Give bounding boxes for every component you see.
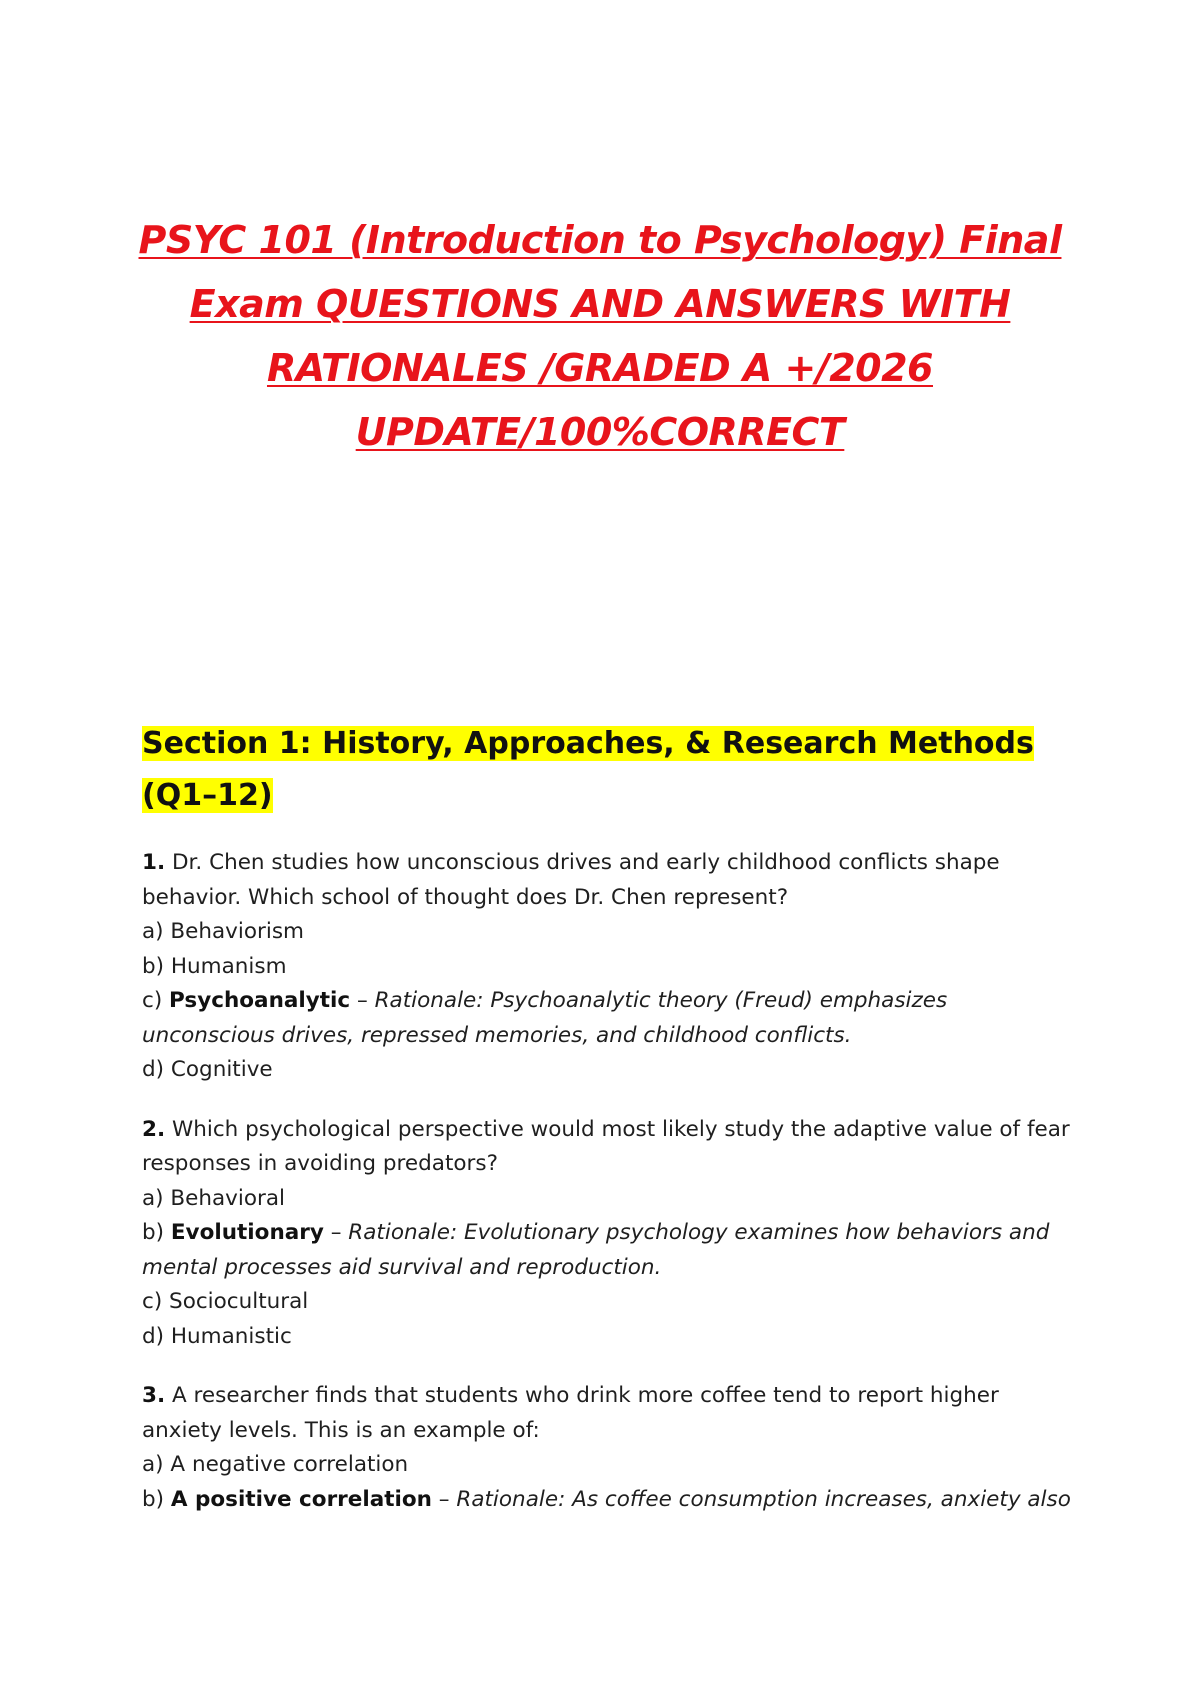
document-title [120, 208, 1080, 464]
rationale-text: Rationale: Evolutionary psychology examines how behaviors and mental processes aid survival and reproduction. [142, 1220, 1050, 1280]
option-d [142, 1053, 1072, 1088]
option-answer: Sociocultural [169, 1289, 309, 1314]
rationale-text: Rationale: Psychoanalytic theory (Freud) emphasizes unconscious drives, repressed memories, and childhood conflicts. [142, 988, 948, 1048]
option-answer: Behavioral [170, 1185, 286, 1211]
option-answer: Humanism [170, 953, 287, 979]
question-stem [142, 1379, 1072, 1448]
question-list [142, 846, 1072, 1542]
question-text: Dr. Chen studies how unconscious drives and early childhood conflicts shape behavior. Which school of thought does Dr. Chen represent? [142, 850, 1000, 910]
option-letter: d) [142, 1057, 171, 1082]
option-c-correct [142, 984, 1072, 1053]
option-a [142, 1182, 1072, 1217]
option-letter: b) [142, 1220, 171, 1245]
correct-answer: Evolutionary [170, 1220, 324, 1245]
option-a [142, 1448, 1072, 1483]
rationale-separator: – [350, 988, 375, 1013]
option-b-correct [142, 1216, 1072, 1285]
option-b [142, 950, 1072, 985]
option-letter: b) [142, 1486, 171, 1512]
section-heading [142, 718, 1042, 822]
question-2 [142, 1113, 1072, 1355]
rationale-separator: – [323, 1220, 349, 1245]
question-3 [142, 1379, 1072, 1517]
option-a [142, 915, 1072, 950]
correct-answer: Psychoanalytic [169, 988, 351, 1013]
option-letter: a) [142, 1452, 171, 1477]
option-letter: c) [142, 988, 170, 1013]
question-text: Which psychological perspective would most likely study the adaptive value of fear responses in avoiding predators? [142, 1116, 1070, 1176]
question-stem [142, 846, 1072, 915]
option-letter: c) [142, 1289, 170, 1314]
rationale-text: Rationale: As coffee consumption increases, anxiety also [456, 1486, 1071, 1512]
correct-answer: A positive correlation [170, 1486, 432, 1512]
title-line-1: PSYC 101 (Introduction to Psychology) Final [138, 218, 1062, 262]
option-answer: Behaviorism [170, 919, 304, 944]
option-d [142, 1320, 1072, 1355]
option-c [142, 1285, 1072, 1320]
option-letter: a) [142, 1185, 171, 1211]
option-answer: A negative correlation [170, 1452, 409, 1477]
option-letter: b) [142, 953, 171, 979]
title-line-2: Exam QUESTIONS AND ANSWERS WITH [189, 282, 1011, 326]
question-text: A researcher finds that students who drink more coffee tend to report higher anxiety levels. This is an example of: [142, 1383, 999, 1443]
section-heading-text: Section 1: History, Approaches, & Research Methods (Q1–12) [142, 726, 1034, 813]
title-line-3: RATIONALES /GRADED A +/2026 [266, 346, 933, 390]
option-letter: d) [142, 1323, 171, 1349]
option-letter: a) [142, 919, 171, 944]
rationale-separator: – [431, 1486, 457, 1512]
title-line-4: UPDATE/100%CORRECT [355, 410, 845, 454]
option-answer: Humanistic [170, 1323, 292, 1349]
question-stem [142, 1113, 1072, 1182]
question-1 [142, 846, 1072, 1088]
option-b-correct [142, 1483, 1072, 1518]
question-number: 3. [142, 1383, 166, 1408]
option-answer: Cognitive [170, 1057, 273, 1082]
question-number: 2. [142, 1116, 166, 1142]
question-number: 1. [142, 850, 166, 875]
